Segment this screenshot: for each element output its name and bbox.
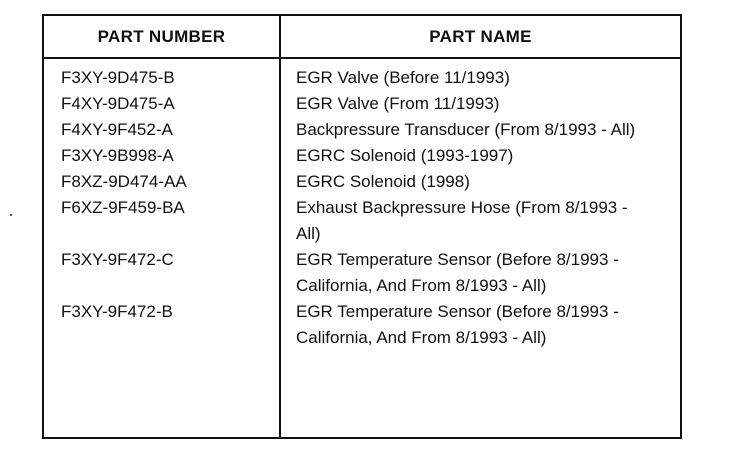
table-row [44, 299, 680, 351]
table-row [44, 247, 680, 299]
table-row [44, 117, 680, 143]
table-row [44, 143, 680, 169]
header-part-number: PART NUMBER [97, 27, 226, 46]
part-number-cell: F3XY-9F472-B [61, 302, 173, 321]
part-name-cell: EGRC Solenoid (1993-1997) [296, 146, 514, 165]
part-number-cell: F3XY-9B998-A [61, 146, 174, 165]
part-number-cell: F4XY-9D475-A [61, 94, 175, 113]
part-name-cell: EGRC Solenoid (1998) [296, 172, 470, 191]
table-row [44, 169, 680, 195]
part-number-cell: F3XY-9D475-B [61, 68, 175, 87]
part-name-cell: EGR Valve (From 11/1993) [296, 94, 500, 113]
table-row [44, 195, 680, 247]
scan-speck [10, 214, 12, 216]
part-number-cell: F6XZ-9F459-BA [61, 198, 185, 217]
part-name-cell: EGR Temperature Sensor (Before 8/1993 - California, And From 8/1993 - All) [296, 250, 619, 295]
part-number-cell: F3XY-9F472-C [61, 250, 174, 269]
part-name-cell: EGR Valve (Before 11/1993) [296, 68, 510, 87]
header-part-name: PART NAME [429, 27, 532, 46]
table-header [44, 16, 680, 59]
table-row [44, 65, 680, 91]
part-number-cell: F8XZ-9D474-AA [61, 172, 187, 191]
part-name-cell: Exhaust Backpressure Hose (From 8/1993 - All) [296, 198, 628, 243]
table-body [44, 65, 680, 351]
table-row [44, 91, 680, 117]
part-number-cell: F4XY-9F452-A [61, 120, 173, 139]
part-name-cell: Backpressure Transducer (From 8/1993 - All) [296, 120, 636, 139]
part-name-cell: EGR Temperature Sensor (Before 8/1993 - California, And From 8/1993 - All) [296, 302, 619, 347]
parts-table [42, 14, 682, 439]
